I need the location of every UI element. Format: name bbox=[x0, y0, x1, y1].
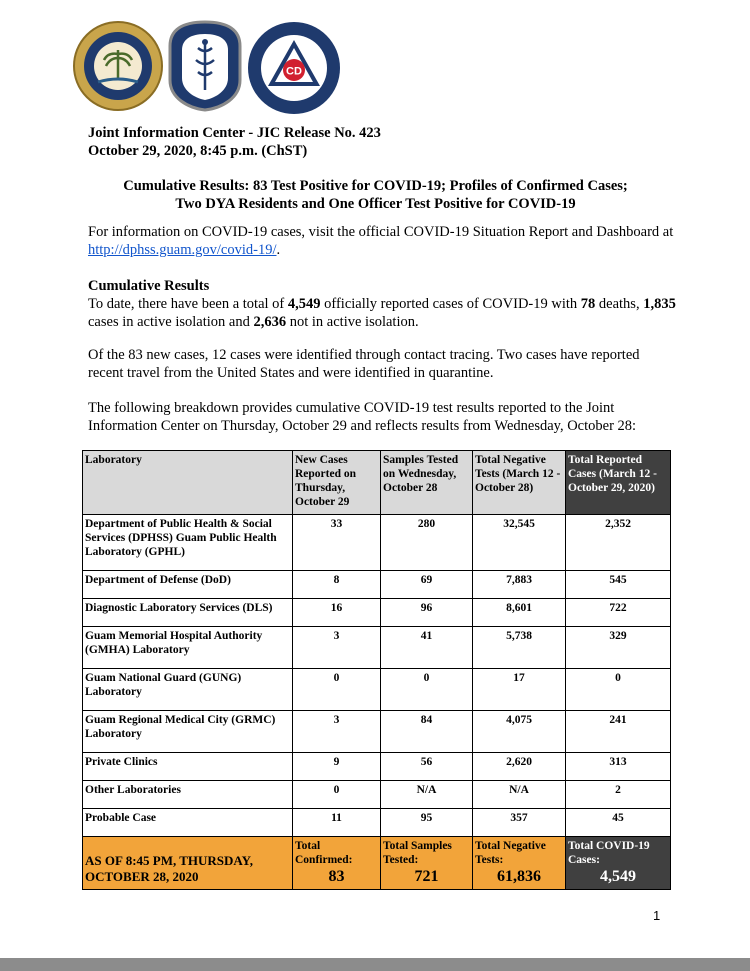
new-cases-cell: 9 bbox=[293, 753, 381, 781]
new-cases-cell: 0 bbox=[293, 669, 381, 711]
cumulative-heading: Cumulative Results bbox=[88, 278, 210, 294]
cumulative-text: officially reported cases of COVID-19 with bbox=[320, 296, 581, 312]
release-title bbox=[88, 177, 663, 213]
samples-tested-cell: 56 bbox=[381, 753, 473, 781]
new-cases-cell: 16 bbox=[293, 599, 381, 627]
totals-cases-value: 4,549 bbox=[600, 868, 636, 885]
samples-tested-cell: 95 bbox=[381, 809, 473, 837]
cumulative-text: not in active isolation. bbox=[286, 314, 419, 330]
title-line-1: Cumulative Results: 83 Test Positive for COVID-19; Profiles of Confirmed Cases; bbox=[123, 178, 628, 194]
not-active-isolation-value: 2,636 bbox=[253, 314, 287, 330]
table-header-row bbox=[83, 451, 671, 515]
total-cases-value: 4,549 bbox=[287, 296, 321, 312]
total-reported-cell: 2 bbox=[566, 781, 671, 809]
totals-row bbox=[83, 837, 671, 890]
totals-cases-cell bbox=[566, 837, 671, 890]
table-row bbox=[83, 515, 671, 571]
active-isolation-value: 1,835 bbox=[643, 296, 676, 312]
total-reported-cell: 313 bbox=[566, 753, 671, 781]
samples-tested-cell: 69 bbox=[381, 571, 473, 599]
cumulative-text: To date, there have been a total of bbox=[88, 296, 288, 312]
cumulative-section bbox=[88, 277, 678, 331]
new-cases-cell: 3 bbox=[293, 711, 381, 753]
intro-tail: . bbox=[276, 242, 281, 258]
total-negative-cell: N/A bbox=[473, 781, 566, 809]
intro-text: For information on COVID-19 cases, visit the official COVID-19 Situation Report and Dashboard at bbox=[88, 224, 674, 240]
lab-name-cell: Guam Regional Medical City (GRMC) Laboratory bbox=[83, 711, 293, 753]
totals-negative-value: 61,836 bbox=[497, 868, 541, 885]
total-reported-cell: 0 bbox=[566, 669, 671, 711]
footer-bar bbox=[0, 958, 750, 971]
table-row bbox=[83, 571, 671, 599]
table-row bbox=[83, 599, 671, 627]
totals-negative-cell bbox=[473, 837, 566, 890]
total-negative-cell: 4,075 bbox=[473, 711, 566, 753]
totals-confirmed-label: Total Confirmed: bbox=[295, 840, 353, 866]
title-line-2: Two DYA Residents and One Officer Test Positive for COVID-19 bbox=[175, 196, 576, 212]
release-number: Joint Information Center - JIC Release No. 423 bbox=[88, 125, 381, 141]
governors-seal-logo bbox=[72, 20, 164, 112]
table-row bbox=[83, 753, 671, 781]
dashboard-link[interactable]: http://dphss.guam.gov/covid-19/ bbox=[88, 242, 277, 258]
public-health-seal-logo bbox=[168, 20, 242, 112]
total-negative-cell: 7,883 bbox=[473, 571, 566, 599]
svg-text:CD: CD bbox=[286, 65, 302, 78]
lab-name-cell: Guam National Guard (GUNG) Laboratory bbox=[83, 669, 293, 711]
table-row bbox=[83, 809, 671, 837]
header-new-cases: New Cases Reported on Thursday, October 29 bbox=[293, 451, 381, 515]
new-cases-cell: 8 bbox=[293, 571, 381, 599]
totals-confirmed-value: 83 bbox=[328, 868, 345, 885]
samples-tested-cell: 0 bbox=[381, 669, 473, 711]
table-row bbox=[83, 781, 671, 809]
new-cases-cell: 3 bbox=[293, 627, 381, 669]
lab-name-cell: Other Laboratories bbox=[83, 781, 293, 809]
samples-tested-cell: 84 bbox=[381, 711, 473, 753]
lab-name-cell: Department of Defense (DoD) bbox=[83, 571, 293, 599]
totals-samples-cell bbox=[381, 837, 473, 890]
homeland-security-seal-logo bbox=[246, 20, 342, 116]
lab-name-cell: Probable Case bbox=[83, 809, 293, 837]
samples-tested-cell: 96 bbox=[381, 599, 473, 627]
table-row bbox=[83, 711, 671, 753]
total-reported-cell: 722 bbox=[566, 599, 671, 627]
total-reported-cell: 45 bbox=[566, 809, 671, 837]
totals-negative-label: Total Negative Tests: bbox=[475, 840, 546, 866]
total-negative-cell: 2,620 bbox=[473, 753, 566, 781]
lab-name-cell: Department of Public Health & Social Services (DPHSS) Guam Public Health Laboratory (GPHL) bbox=[83, 515, 293, 571]
header-samples-tested: Samples Tested on Wednesday, October 28 bbox=[381, 451, 473, 515]
samples-tested-cell: 41 bbox=[381, 627, 473, 669]
totals-confirmed-cell bbox=[293, 837, 381, 890]
release-date: October 29, 2020, 8:45 p.m. (ChST) bbox=[88, 143, 308, 159]
totals-cases-label: Total COVID-19 Cases: bbox=[568, 840, 650, 866]
total-negative-cell: 5,738 bbox=[473, 627, 566, 669]
lab-name-cell: Guam Memorial Hospital Authority (GMHA) Laboratory bbox=[83, 627, 293, 669]
new-cases-cell: 33 bbox=[293, 515, 381, 571]
total-reported-cell: 329 bbox=[566, 627, 671, 669]
header-total-reported: Total Reported Cases (March 12 - October 29, 2020) bbox=[566, 451, 671, 515]
samples-tested-cell: N/A bbox=[381, 781, 473, 809]
total-negative-cell: 17 bbox=[473, 669, 566, 711]
totals-samples-label: Total Samples Tested: bbox=[383, 840, 452, 866]
new-cases-cell: 11 bbox=[293, 809, 381, 837]
table-row bbox=[83, 627, 671, 669]
total-negative-cell: 357 bbox=[473, 809, 566, 837]
lab-name-cell: Private Clinics bbox=[83, 753, 293, 781]
cumulative-text: cases in active isolation and bbox=[88, 314, 254, 330]
header-laboratory: Laboratory bbox=[83, 451, 293, 515]
totals-label: AS OF 8:45 PM, THURSDAY, OCTOBER 28, 2020 bbox=[83, 837, 293, 890]
cumulative-text: deaths, bbox=[595, 296, 644, 312]
table-row bbox=[83, 669, 671, 711]
total-reported-cell: 2,352 bbox=[566, 515, 671, 571]
total-negative-cell: 8,601 bbox=[473, 599, 566, 627]
breakdown-paragraph: The following breakdown provides cumulative COVID-19 test results reported to the Joint Information Center on Thursday, October 29 and reflects results from Wednesday, October 28: bbox=[88, 400, 637, 434]
page-number: 1 bbox=[653, 908, 661, 923]
release-header bbox=[88, 124, 381, 160]
new-cases-cell: 0 bbox=[293, 781, 381, 809]
total-reported-cell: 241 bbox=[566, 711, 671, 753]
deaths-value: 78 bbox=[580, 296, 596, 312]
contact-tracing-paragraph: Of the 83 new cases, 12 cases were identified through contact tracing. Two cases have reported recent travel from the United States and were identified in quarantine. bbox=[88, 347, 640, 381]
results-table bbox=[82, 450, 671, 890]
total-reported-cell: 545 bbox=[566, 571, 671, 599]
totals-samples-value: 721 bbox=[414, 868, 439, 885]
intro-paragraph bbox=[88, 223, 678, 259]
samples-tested-cell: 280 bbox=[381, 515, 473, 571]
total-negative-cell: 32,545 bbox=[473, 515, 566, 571]
header-total-negative: Total Negative Tests (March 12 - October 28) bbox=[473, 451, 566, 515]
lab-name-cell: Diagnostic Laboratory Services (DLS) bbox=[83, 599, 293, 627]
